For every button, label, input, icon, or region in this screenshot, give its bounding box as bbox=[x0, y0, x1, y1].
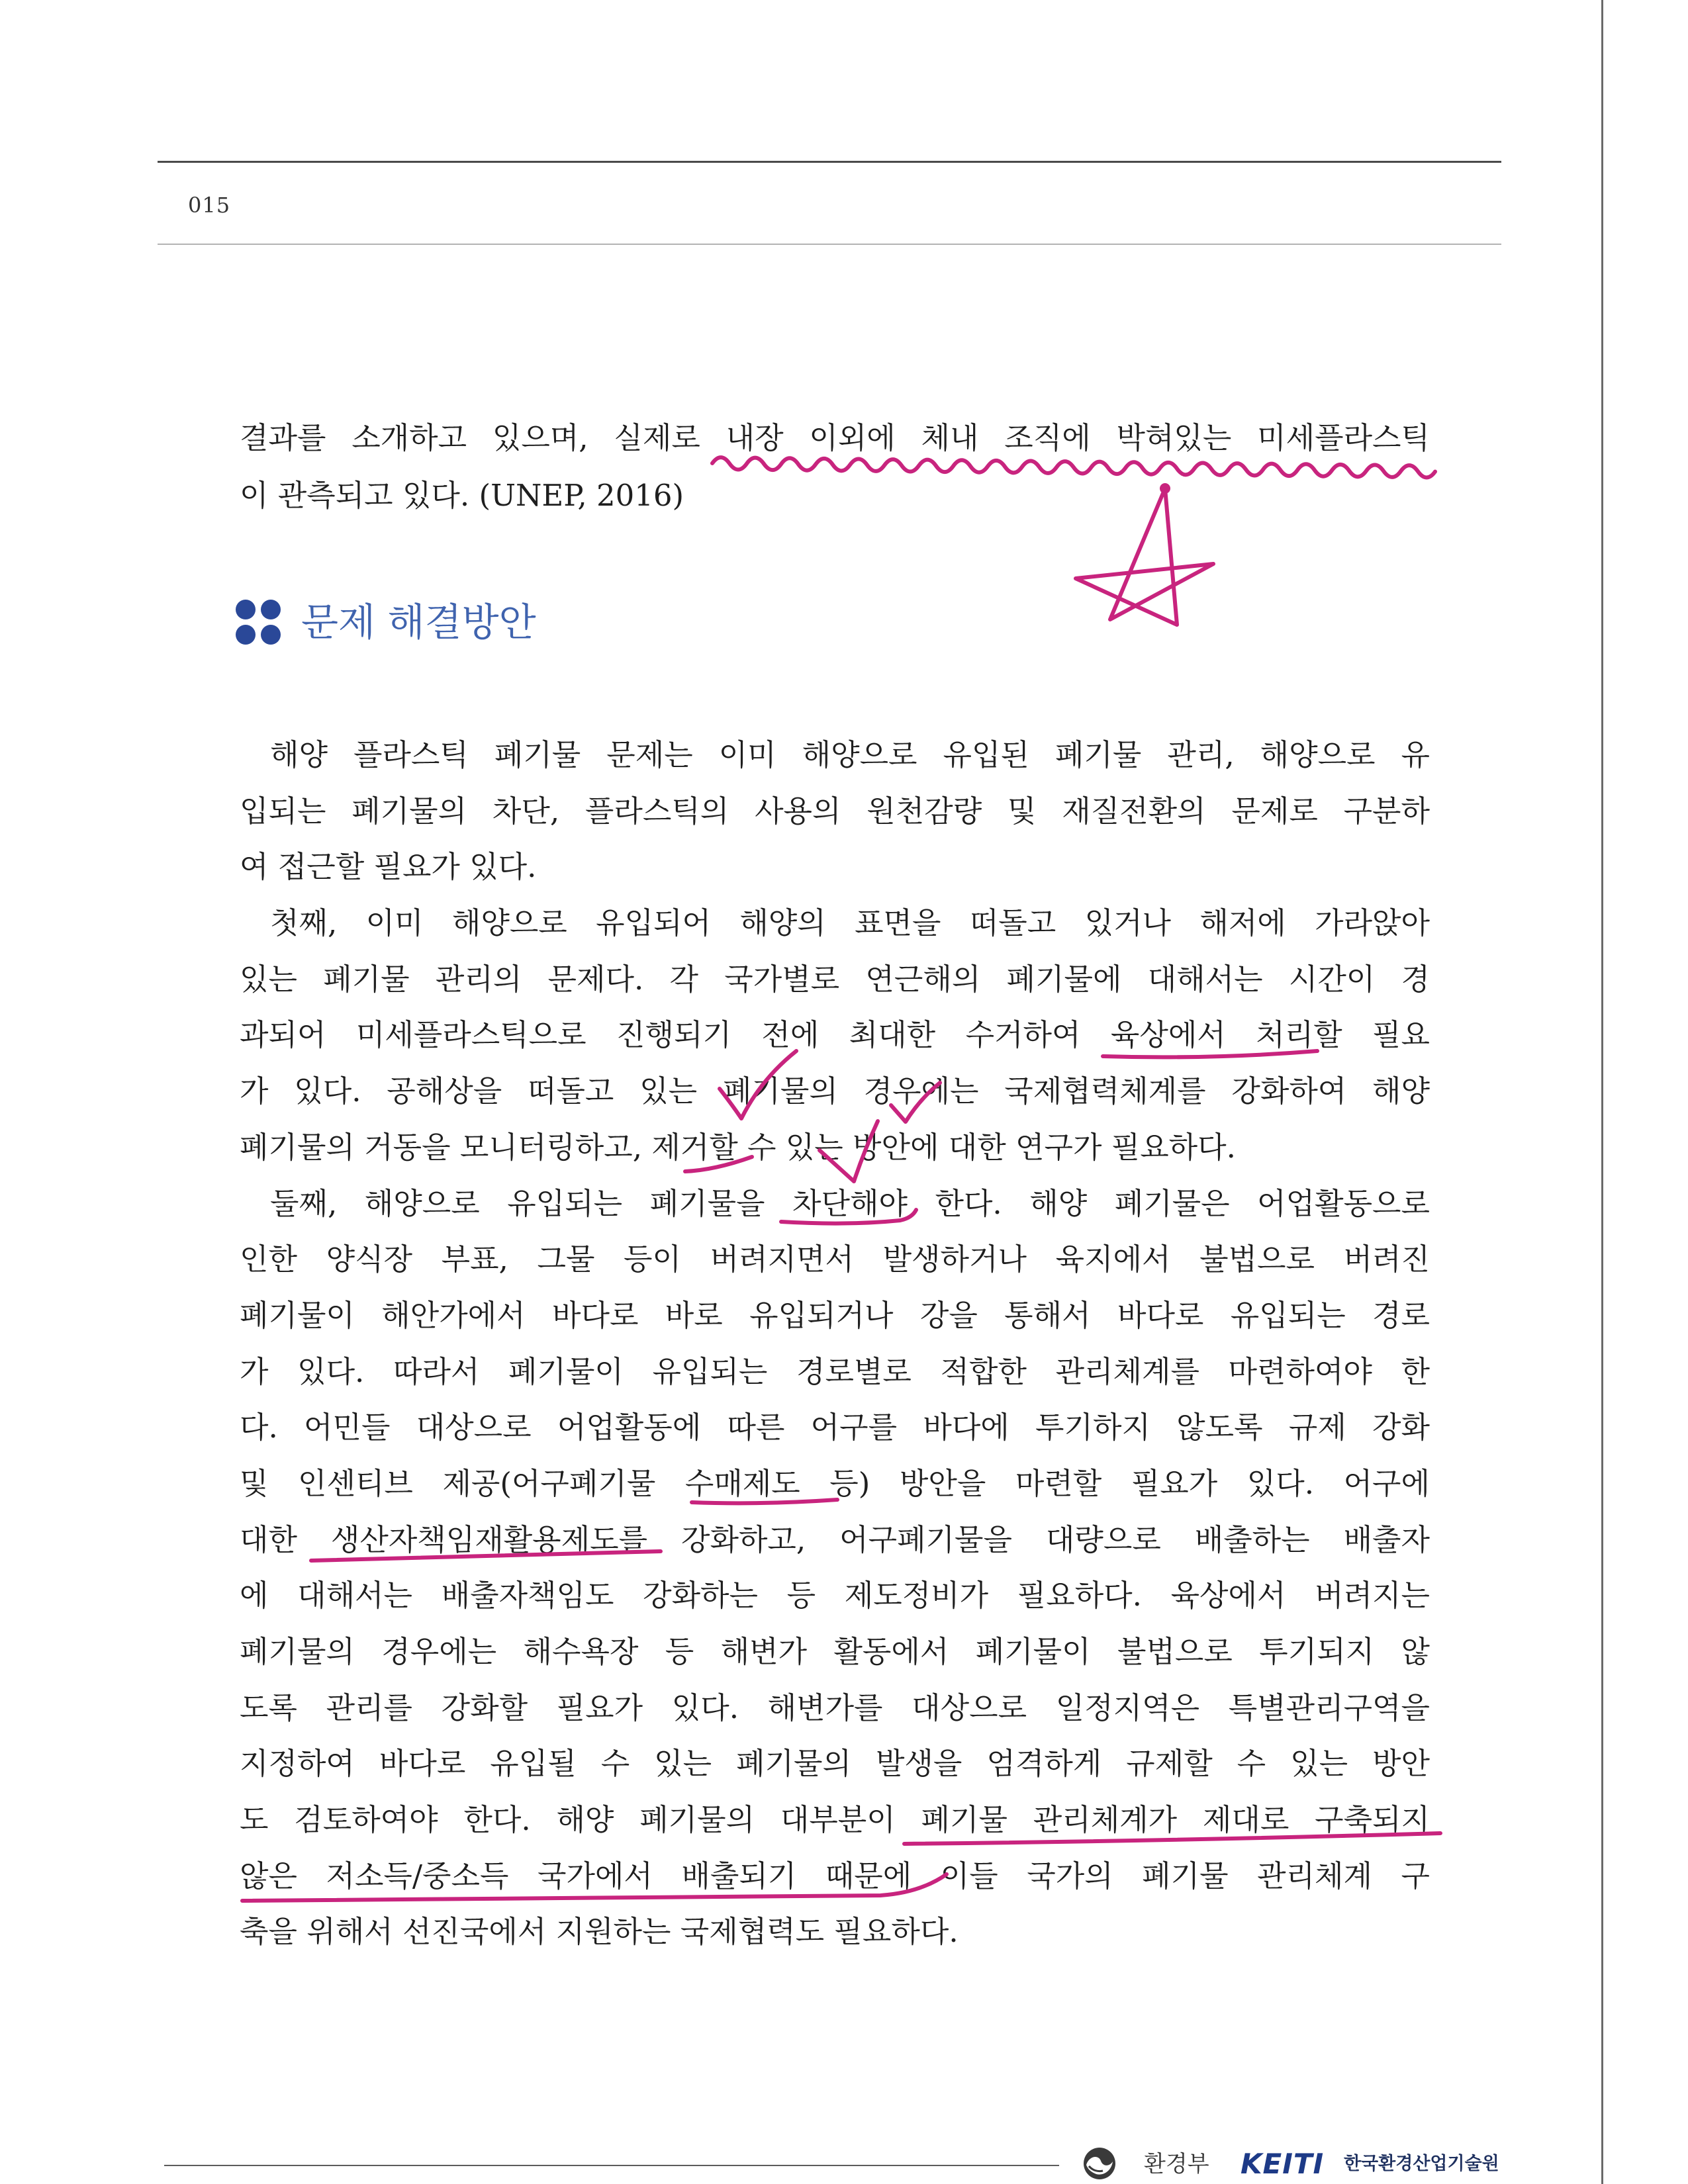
body-text-line: 인한 양식장 부표, 그물 등이 버려지면서 발생하거나 육지에서 불법으로 버려진 bbox=[240, 1242, 1430, 1277]
body-text-line: 해양 플라스틱 폐기물 문제는 이미 해양으로 유입된 폐기물 관리, 해양으로 유 bbox=[270, 737, 1430, 772]
page-edge-line bbox=[1601, 0, 1603, 2184]
four-dot-bullet-icon bbox=[236, 600, 281, 645]
body-text-line: 다. 어민들 대상으로 어업활동에 따른 어구를 바다에 투기하지 않도록 규제 강화 bbox=[240, 1410, 1430, 1445]
footer-ministry-name: 환경부 bbox=[1144, 2151, 1209, 2177]
keiti-logo: KEITI bbox=[1241, 2148, 1325, 2180]
body-text-line: 가 있다. 공해상을 떠돌고 있는 폐기물의 경우에는 국제협력체계를 강화하여 해양 bbox=[240, 1073, 1430, 1109]
body-text-line: 축을 위해서 선진국에서 지원하는 국제협력도 필요하다. bbox=[240, 1914, 959, 1950]
body-text-line: 둘째, 해양으로 유입되는 폐기물을 차단해야 한다. 해양 폐기물은 어업활동으로 bbox=[270, 1185, 1430, 1221]
bullet-dot bbox=[236, 625, 256, 645]
paragraph bbox=[240, 895, 1430, 1175]
section-heading bbox=[236, 597, 536, 647]
bullet-dot bbox=[261, 625, 281, 645]
intro-text-line: 결과를 소개하고 있으며, 실제로 내장 이외에 체내 조직에 박혀있는 미세플라스틱 bbox=[240, 420, 1430, 455]
body-text-line: 있는 폐기물 관리의 문제다. 각 국가별로 연근해의 폐기물에 대해서는 시간이 경 bbox=[240, 961, 1430, 997]
paragraph bbox=[240, 1176, 1430, 1961]
body-text-line: 에 대해서는 배출자책임도 강화하는 등 제도정비가 필요하다. 육상에서 버려지는 bbox=[240, 1578, 1430, 1614]
body-text-line: 첫째, 이미 해양으로 유입되어 해양의 표면을 떠돌고 있거나 해저에 가라앉아 bbox=[270, 905, 1430, 941]
body-text-line: 도록 관리를 강화할 필요가 있다. 해변가를 대상으로 일정지역은 특별관리구역을 bbox=[240, 1690, 1430, 1725]
header-subrule bbox=[158, 244, 1501, 245]
section-heading-title: 문제 해결방안 bbox=[301, 600, 536, 645]
header-rule bbox=[158, 161, 1501, 163]
body-text-line: 폐기물이 해안가에서 바다로 바로 유입되거나 강을 통해서 바다로 유입되는 경로 bbox=[240, 1297, 1430, 1333]
body-text-line: 폐기물의 경우에는 해수욕장 등 해변가 활동에서 폐기물이 불법으로 투기되지 않 bbox=[240, 1634, 1430, 1669]
government-emblem-icon bbox=[1083, 2147, 1116, 2180]
body-text-line: 폐기물의 거동을 모니터링하고, 제거할 수 있는 방안에 대한 연구가 필요하다. bbox=[240, 1129, 1236, 1165]
body-text-line: 과되어 미세플라스틱으로 진행되기 전에 최대한 수거하여 육상에서 처리할 필요 bbox=[240, 1017, 1430, 1053]
page-number: 015 bbox=[188, 193, 231, 218]
body-text-line: 입되는 폐기물의 차단, 플라스틱의 사용의 원천감량 및 재질전환의 문제로 구분하 bbox=[240, 793, 1430, 829]
body-text-line: 및 인센티브 제공(어구폐기물 수매제도 등) 방안을 마련할 필요가 있다. 어구에 bbox=[240, 1465, 1430, 1501]
body-text-line: 가 있다. 따라서 폐기물이 유입되는 경로별로 적합한 관리체계를 마련하여야 한 bbox=[240, 1353, 1430, 1389]
bullet-dot bbox=[261, 600, 281, 619]
body-text-line: 지정하여 바다로 유입될 수 있는 폐기물의 발생을 엄격하게 규제할 수 있는 방안 bbox=[240, 1746, 1430, 1782]
body-text-line: 대한 생산자책임재활용제도를 강화하고, 어구폐기물을 대량으로 배출하는 배출자 bbox=[240, 1522, 1430, 1557]
body-text-line: 여 접근할 필요가 있다. bbox=[240, 849, 537, 885]
footer-institute-name: 한국환경산업기술원 bbox=[1344, 2154, 1499, 2174]
intro-paragraph bbox=[240, 410, 1430, 524]
body-text-line: 도 검토하여야 한다. 해양 폐기물의 대부분이 폐기물 관리체계가 제대로 구축되지 bbox=[240, 1802, 1430, 1838]
footer-rule bbox=[164, 2165, 1059, 2166]
intro-text-line: 이 관측되고 있다. (UNEP, 2016) bbox=[240, 477, 684, 513]
bullet-dot bbox=[236, 600, 256, 619]
section-body bbox=[240, 727, 1430, 1960]
paragraph bbox=[240, 727, 1430, 895]
body-text-line: 않은 저소득/중소득 국가에서 배출되기 때문에 이들 국가의 폐기물 관리체계 구 bbox=[240, 1858, 1430, 1893]
